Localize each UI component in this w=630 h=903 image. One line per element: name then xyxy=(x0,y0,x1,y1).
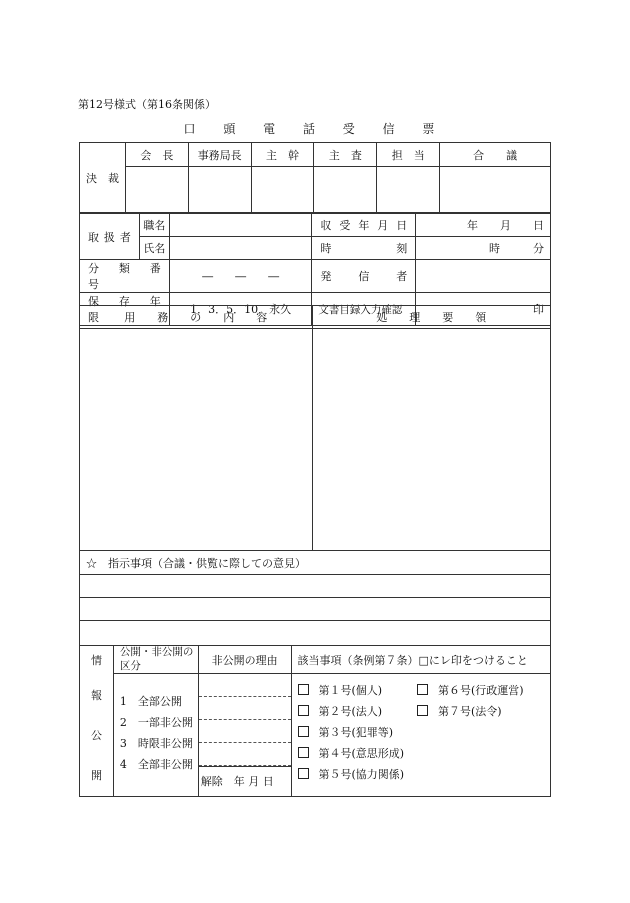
content-table xyxy=(79,305,551,551)
reason-line-2[interactable] xyxy=(199,697,291,720)
applicable-header: 該当事項（条例第７条）□にレ印をつけること xyxy=(291,646,551,674)
checkbox-item-2[interactable] xyxy=(298,705,309,716)
received-date-field[interactable]: 年 月 日 xyxy=(416,214,551,237)
disclosure-side-char-4: 開 xyxy=(90,769,102,782)
disclosure-side-char-2: 報 xyxy=(90,689,102,702)
item-row-4 xyxy=(298,745,551,766)
sender-field[interactable] xyxy=(416,260,551,293)
approval-box-chairman[interactable] xyxy=(125,167,188,213)
approval-col-consultation: 合 議 xyxy=(440,143,551,167)
item-row-2 xyxy=(298,703,551,724)
processing-header: 処 理 要 領 xyxy=(312,306,551,329)
approval-box-secretary-general[interactable] xyxy=(188,167,251,213)
position-field[interactable] xyxy=(169,214,312,237)
category-header: 公開・非公開の区分 xyxy=(113,646,198,674)
checkbox-item-3[interactable] xyxy=(298,726,309,737)
reason-area xyxy=(198,674,291,797)
instructions-line-3[interactable] xyxy=(80,621,551,646)
instructions-table xyxy=(79,550,551,646)
checkbox-item-1[interactable] xyxy=(298,684,309,695)
received-date-label: 収 受 年 月 日 xyxy=(312,214,416,237)
disclosure-side-label xyxy=(80,646,114,797)
reason-line-4[interactable] xyxy=(199,743,291,766)
approval-box-staff[interactable] xyxy=(377,167,440,213)
approval-col-chief: 主 幹 xyxy=(251,143,314,167)
sender-label: 発 信 者 xyxy=(312,260,416,293)
item-3-label: 第３号(犯罪等) xyxy=(318,726,394,739)
item-6-label: 第６号(行政運営) xyxy=(438,684,524,697)
applicable-items xyxy=(291,674,551,797)
release-date-label: 解除 年 月 日 xyxy=(199,766,291,796)
name-label: 氏名 xyxy=(139,237,169,260)
handler-label: 取 扱 者 xyxy=(80,214,140,260)
entry-confirm-seal[interactable]: 印 xyxy=(416,293,551,326)
approval-label: 決 裁 xyxy=(80,143,126,213)
reason-line-1[interactable] xyxy=(199,674,291,697)
item-5-label: 第５号(協力関係) xyxy=(318,768,405,781)
business-content-header: 用 務 の 内 容 xyxy=(80,306,313,329)
classification-label: 分 類 番 号 xyxy=(80,260,170,293)
category-options xyxy=(113,674,198,797)
reason-header: 非公開の理由 xyxy=(198,646,291,674)
item-row-5 xyxy=(298,766,551,787)
instructions-line-1[interactable] xyxy=(80,575,551,598)
approval-col-secretary-general: 事務局長 xyxy=(188,143,251,167)
classification-field[interactable]: ― ― ― xyxy=(169,260,312,293)
approval-box-supervisor[interactable] xyxy=(314,167,377,213)
approval-box-chief[interactable] xyxy=(251,167,314,213)
checkbox-item-4[interactable] xyxy=(298,747,309,758)
retention-field[interactable]: 1．3．5．10．永久 xyxy=(169,293,312,326)
option-partial-nonpublic[interactable]: 2 一部非公開 xyxy=(119,716,193,729)
position-label: 職名 xyxy=(139,214,169,237)
form-title: 口 頭 電 話 受 信 票 xyxy=(183,122,447,136)
approval-col-supervisor: 主 査 xyxy=(314,143,377,167)
item-row-3 xyxy=(298,724,551,745)
approval-box-consultation[interactable] xyxy=(440,167,551,213)
approval-col-staff: 担 当 xyxy=(377,143,440,167)
checkbox-item-7[interactable] xyxy=(417,705,428,716)
item-4-label: 第４号(意思形成) xyxy=(318,747,405,760)
item-row-1 xyxy=(298,682,551,703)
instructions-label: ☆ 指示事項（合議・供覧に際しての意見） xyxy=(80,551,551,575)
option-full-nonpublic[interactable]: 4 全部非公開 xyxy=(119,758,193,771)
checkbox-item-6[interactable] xyxy=(417,684,428,695)
name-field[interactable] xyxy=(169,237,312,260)
disclosure-side-char-3: 公 xyxy=(90,729,102,742)
disclosure-side-char-1: 情 xyxy=(90,654,102,667)
business-content-area[interactable] xyxy=(80,329,313,551)
instructions-line-2[interactable] xyxy=(80,598,551,621)
item-1-label: 第１号(個人) xyxy=(318,684,383,697)
time-label: 時 刻 xyxy=(312,237,416,260)
disclosure-table xyxy=(79,645,551,797)
checkbox-item-5[interactable] xyxy=(298,768,309,779)
time-field[interactable]: 時 分 xyxy=(416,237,551,260)
option-full-public[interactable]: 1 全部公開 xyxy=(119,695,182,708)
form-number-label: 第12号様式（第16条関係） xyxy=(78,98,216,111)
approval-table xyxy=(79,142,551,213)
option-time-limited-nonpublic[interactable]: 3 時限非公開 xyxy=(119,737,193,750)
item-2-label: 第２号(法人) xyxy=(318,705,383,718)
processing-area[interactable] xyxy=(312,329,551,551)
approval-col-chairman: 会 長 xyxy=(125,143,188,167)
item-7-label: 第７号(法令) xyxy=(438,705,502,718)
entry-confirm-label: 文書目録入力確認 xyxy=(312,293,416,326)
retention-label: 保 存 年 限 xyxy=(80,293,170,326)
reason-line-3[interactable] xyxy=(199,720,291,743)
